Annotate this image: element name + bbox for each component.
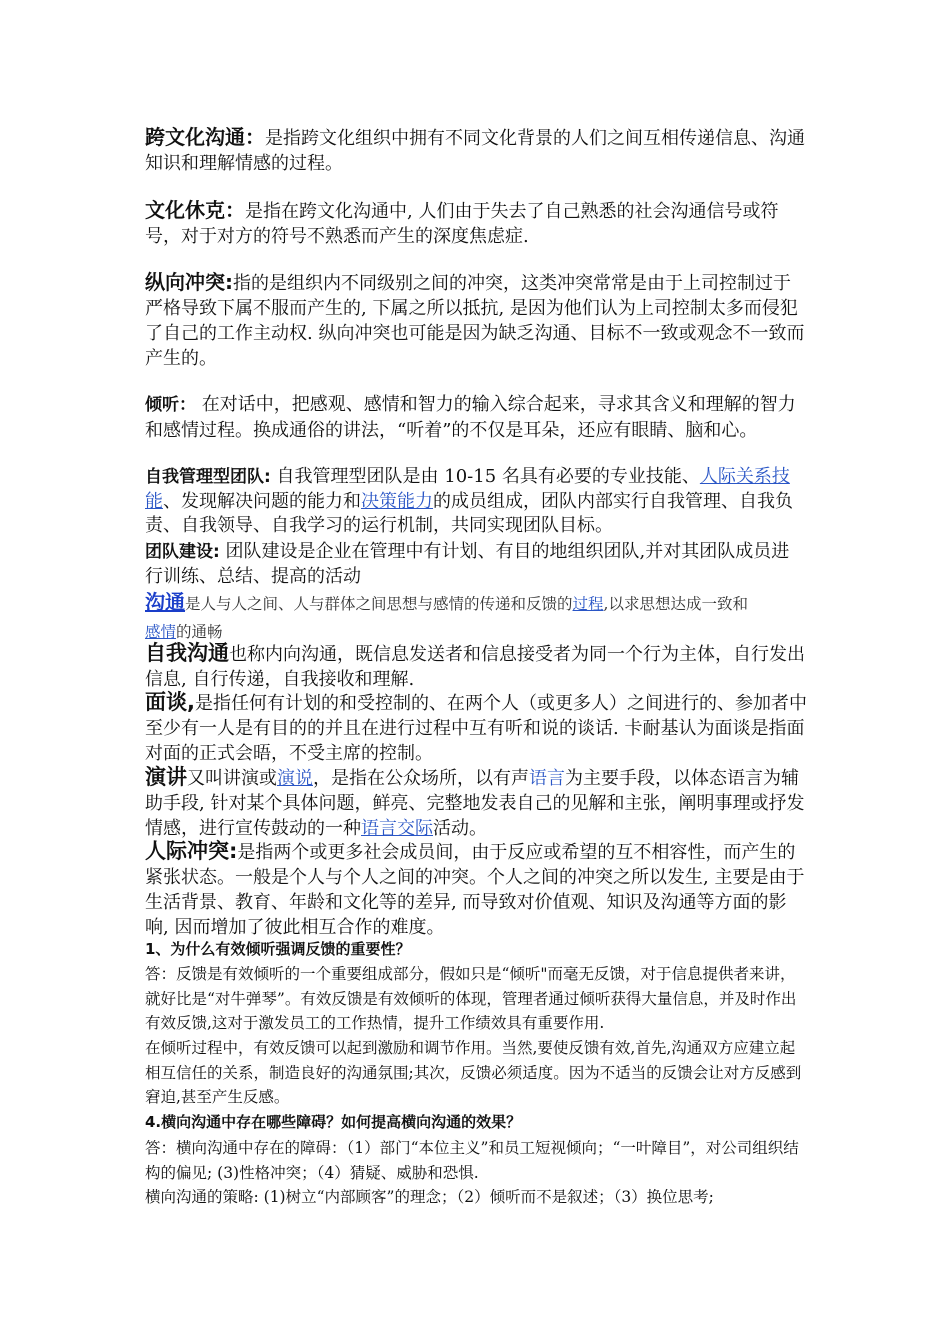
term-title: 倾听： xyxy=(145,395,196,415)
answer-1-paragraph-2: 在倾听过程中，有效反馈可以起到激励和调节作用。当然,要使反馈有效,首先,沟通双方应建立起相互信任的关系，制造良好的沟通氛围;其次，反馈必须适度。因为不适当的反馈会让对方反感到窘迫,甚至产生反感。 xyxy=(145,1039,802,1106)
link-interpersonal-skills[interactable]: 人际关系技能 xyxy=(145,466,790,512)
answer-4-paragraph-1: 答：横向沟通中存在的障碍：（1）部门“本位主义”和员工短视倾向；“一叶障目”，对公司组织结构的偏见; (3)性格冲突；（4）猜疑、威胁和恐惧. xyxy=(145,1139,799,1182)
link-decision-ability[interactable]: 决策能力 xyxy=(361,490,433,512)
entry-culture-shock xyxy=(145,198,807,249)
term-title: 演讲 xyxy=(145,765,187,789)
definition-text: 也称内向沟通，既信息发送者和信息接受者为同一个行为主体，自行发出信息, 自行传递，自我接收和理解. xyxy=(145,644,805,690)
definition-text: 是指两个或更多社会成员间，由于反应或希望的互不相容性，而产生的紧张状态。一般是个人与个人之间的冲突。个人之间的冲突之所以发生, 主要是由于生活背景、教育、年龄和文化等的差异, 而导致对价值观、知识及沟通等方面的影响, 因而增加了彼此相互合作的难度。 xyxy=(145,842,805,938)
definition-text: ，是指在公众场所，以有声 xyxy=(313,768,529,789)
term-title: 面谈, xyxy=(145,690,195,714)
entry-team-building xyxy=(145,540,807,589)
definition-text: 是指在跨文化沟通中, 人们由于失去了自己熟悉的社会沟通信号或符号，对于对方的符号不熟悉而产生的深度焦虑症. xyxy=(145,201,779,247)
answer-1-paragraph-1: 答：反馈是有效倾听的一个重要组成部分，假如只是“倾听"而毫无反馈，对于信息提供者来讲，就好比是“对牛弹琴”。有效反馈是有效倾听的体现，管理者通过倾听获得大量信息，并及时作出有效反馈,这对于激发员工的工作热情，提升工作绩效具有重要作用. xyxy=(145,965,797,1032)
question-4: 4.横向沟通中存在哪些障碍？如何提高横向沟通的效果？ xyxy=(145,1113,522,1131)
definition-text: 的成员组成，团队内部实行自我管理、自我负责、自我领导、自我学习的运行机制，共同实现团队目标。 xyxy=(145,490,793,536)
term-title: 自我沟通 xyxy=(145,641,229,665)
definition-text: ,以求思想达成一致和 xyxy=(603,595,748,613)
entry-self-communication xyxy=(145,641,807,692)
entry-self-managed-team xyxy=(145,465,807,539)
term-title: 纵向冲突: xyxy=(145,270,233,294)
entry-listening xyxy=(145,392,807,443)
entry-interview xyxy=(145,690,807,766)
term-title: 自我管理型团队: xyxy=(145,467,271,487)
definition-text: 是指跨文化组织中拥有不同文化背景的人们之间互相传递信息、沟通知识和理解情感的过程。 xyxy=(145,128,805,174)
entry-vertical-conflict xyxy=(145,270,807,371)
link-language[interactable]: 语言 xyxy=(529,768,565,789)
definition-text: 的通畅 xyxy=(176,623,223,641)
entry-speech xyxy=(145,765,807,841)
definition-text: 在对话中，把感观、感情和智力的输入综合起来，寻求其含义和理解的智力和感情过程。换成通俗的讲法，“听着”的不仅是耳朵，还应有眼睛、脑和心。 xyxy=(145,394,796,441)
definition-text: 团队建设是企业在管理中有计划、有目的地组织团队,并对其团队成员进行训练、总结、提高的活动 xyxy=(145,541,790,587)
definition-text: 指的是组织内不同级别之间的冲突，这类冲突常常是由于上司控制过于严格导致下属不服而产生的, 下属之所以抵抗, 是因为他们认为上司控制太多而侵犯了自己的工作主动权. 纵向冲突也可能是因为缺乏沟通、目标不一致或观念不一致而产生的。 xyxy=(145,273,805,369)
answer-4-paragraph-2: 横向沟通的策略: (1)树立“内部顾客”的理念；（2）倾听而不是叙述；（3）换位思考; xyxy=(145,1188,714,1206)
definition-text: 是指任何有计划的和受控制的、在两个人（或更多人）之间进行的、参加者中至少有一人是有目的的并且在进行过程中互有听和说的谈话. 卡耐基认为面谈是指面对面的正式会晤，不受主席的控制。 xyxy=(145,693,807,764)
term-title: 跨文化沟通： xyxy=(145,125,265,149)
definition-text: 、发现解决问题的能力和 xyxy=(163,490,361,512)
definition-text: 活动。 xyxy=(433,818,487,839)
term-title-link[interactable]: 沟通 xyxy=(145,590,185,614)
definition-text: 又叫讲演或 xyxy=(187,768,277,789)
definition-text: 自我管理型团队是由 10-15 名具有必要的专业技能、 xyxy=(270,466,700,487)
definition-text: 为主要手段，以体态语言为辅助手段, 针对某个具体问题，鲜亮、完整地发表自己的见解和主张，阐明事理或抒发情感，进行宣传鼓动的一种 xyxy=(145,768,805,839)
term-title: 团队建设: xyxy=(145,542,220,562)
link-oration[interactable]: 演说 xyxy=(277,768,313,789)
entry-interpersonal-conflict xyxy=(145,839,807,940)
definition-text: 是人与人之间、人与群体之间思想与感情的传递和反馈的 xyxy=(185,595,573,613)
term-title: 人际冲突: xyxy=(145,839,238,863)
link-emotion[interactable]: 感情 xyxy=(145,623,177,641)
term-title: 文化休克： xyxy=(145,198,245,222)
link-process[interactable]: 过程 xyxy=(572,595,604,613)
entry-communication xyxy=(145,589,807,646)
link-language-communication[interactable]: 语言交际 xyxy=(361,818,433,839)
question-1: 1、为什么有效倾听强调反馈的重要性？ xyxy=(145,940,411,958)
entry-cross-cultural-communication xyxy=(145,125,807,176)
